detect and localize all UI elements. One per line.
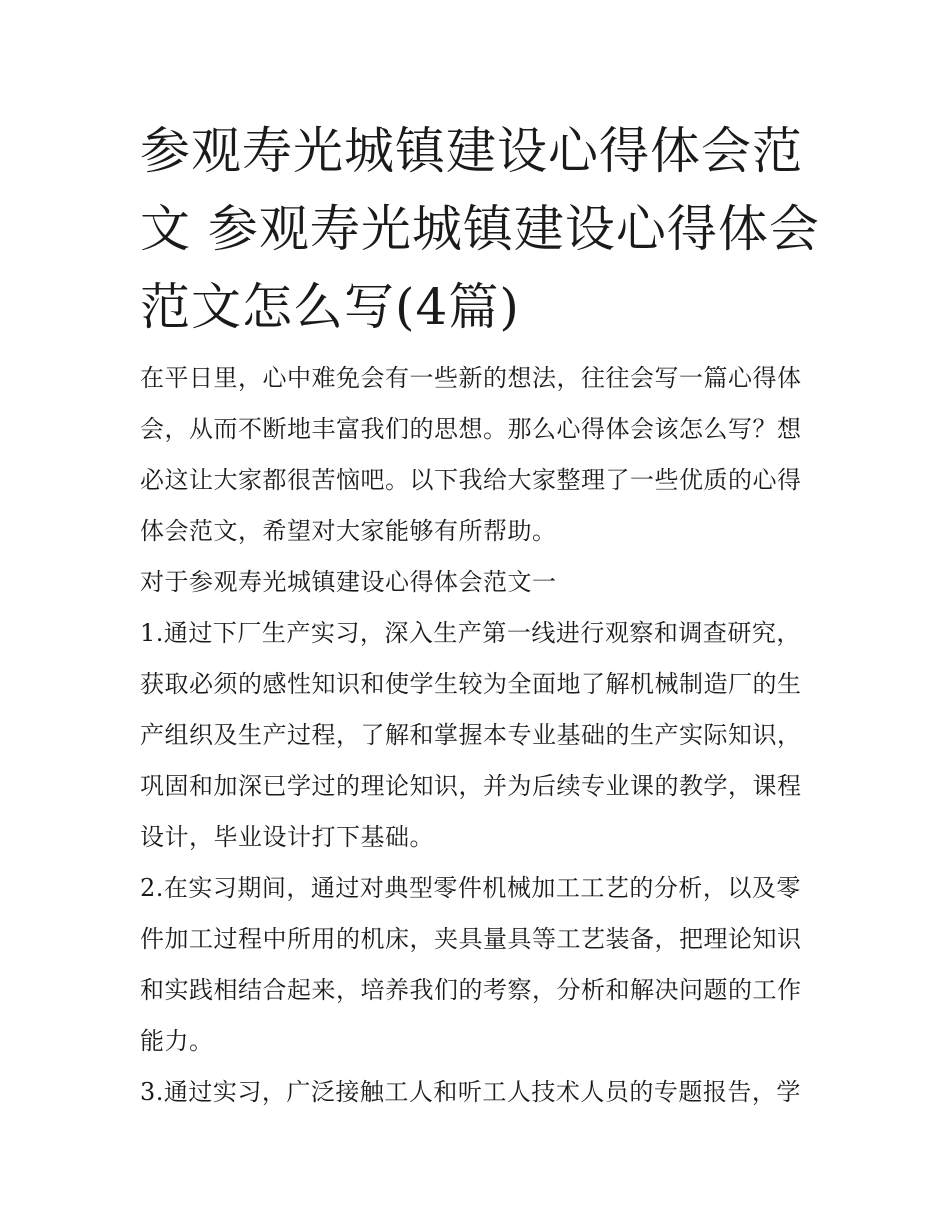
list-item-3: 3.通过实习，广泛接触工人和听工人技术人员的专题报告，学 — [140, 1078, 801, 1106]
section-heading: 对于参观寿光城镇建设心得体会范文一 — [140, 568, 557, 596]
document-body — [140, 353, 820, 1118]
document-title: 参观寿光城镇建设心得体会范文 参观寿光城镇建设心得体会范文怎么写(4篇) — [140, 122, 820, 336]
intro-paragraph: 在平日里，心中难免会有一些新的想法，往往会写一篇心得体会，从而不断地丰富我们的思想。那么心得体会该怎么写？想必这让大家都很苦恼吧。以下我给大家整理了一些优质的心得体会范文，希望对大家能够有所帮助。 — [140, 364, 802, 545]
list-item-2: 2.在实习期间，通过对典型零件机械加工工艺的分析，以及零件加工过程中所用的机床，夹具量具等工艺装备，把理论知识和实践相结合起来，培养我们的考察，分析和解决问题的工作能力。 — [140, 874, 802, 1055]
list-item-1: 1.通过下厂生产实习，深入生产第一线进行观察和调查研究，获取必须的感性知识和使学生较为全面地了解机械制造厂的生产组织及生产过程，了解和掌握本专业基础的生产实际知识，巩固和加深已学过的理论知识，并为后续专业课的教学，课程设计，毕业设计打下基础。 — [140, 619, 802, 851]
